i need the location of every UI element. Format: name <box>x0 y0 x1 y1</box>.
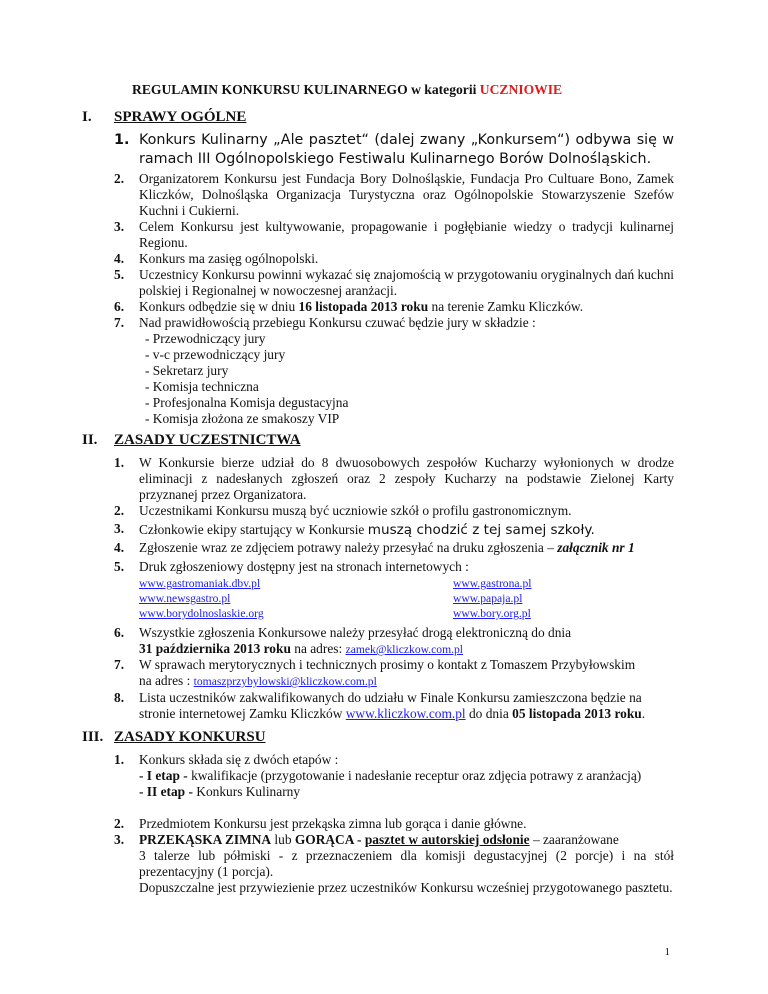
list-item: 1. Konkurs składa się z dwóch etapów : - I etap - kwalifikacje (przygotowanie i nadesłanie receptur oraz zdjęcia potrawy z aranżacją) - II etap - Konkurs Kulinarny <box>114 752 642 799</box>
email-contact-link[interactable]: tomaszprzybylowski@kliczkow.com.pl <box>193 675 377 688</box>
jury-member: - Profesjonalna Komisja degustacyjna <box>145 395 349 410</box>
jury-member: - Przewodniczący jury <box>145 331 266 346</box>
list-item: 2. Przedmiotem Konkursu jest przekąska zimna lub gorąca i danie główne. <box>114 816 527 831</box>
link-papaja[interactable]: www.papaja.pl <box>453 592 523 605</box>
links-left <box>139 576 264 621</box>
jury-member: - Komisja techniczna <box>145 379 259 394</box>
jury-member: - Sekretarz jury <box>145 363 229 378</box>
list-item: 2. Uczestnikami Konkursu muszą być uczniowie szkół o profilu gastronomicznym. <box>114 503 572 518</box>
list-item: 7. W sprawach merytorycznych i technicznych prosimy o kontakt z Tomaszem Przybyłowskim na adres : tomaszprzybylowski@kliczkow.com.pl <box>114 657 636 688</box>
link-borydolnoslaskie[interactable]: www.borydolnoslaskie.org <box>139 607 264 620</box>
list-item: 3. Członkowie ekipy startujący w Konkursie muszą chodzić z tej samej szkoły. <box>114 521 595 538</box>
list-item: 3. PRZEKĄSKA ZIMNA lub GORĄCA - pasztet w autorskiej odsłonie – zaaranżowane 3 talerze lub półmiski - z przeznaczeniem dla komisji degustacyjnej (2 porcje) i na stół prezentacyjny (1 porcja). Dopuszczalne jest przywiezienie przez uczestników Konkursu wcześniej przygotowanego pasztetu. <box>114 832 674 895</box>
list-item: 7. Nad prawidłowością przebiegu Konkursu czuwać będzie jury w składzie : <box>114 315 536 330</box>
kliczkow-website-link[interactable]: www.kliczkow.com.pl <box>345 706 466 721</box>
jury-member: - v-c przewodniczący jury <box>145 347 286 362</box>
list-item: 6. Wszystkie zgłoszenia Konkursowe należy przesyłać drogą elektroniczną do dnia 31 października 2013 roku na adres: zamek@kliczkow.com.pl <box>114 625 572 656</box>
link-bory[interactable]: www.bory.org.pl <box>453 607 531 620</box>
list-item: 6. Konkurs odbędzie się w dniu 16 listopada 2013 roku na terenie Zamku Kliczków. <box>114 299 584 314</box>
list-item: 1. Konkurs Kulinarny „Ale pasztet“ (dalej zwany „Konkursem“) odbywa się w ramach III Ogólnopolskiego Festiwalu Kulinarnego Borów Dolnośląskich. <box>114 132 674 167</box>
links-right <box>453 576 531 621</box>
link-gastromaniak[interactable]: www.gastromaniak.dbv.pl <box>139 577 261 590</box>
link-gastrona[interactable]: www.gastrona.pl <box>453 577 532 590</box>
page-title: REGULAMIN KONKURSU KULINARNEGO w kategorii UCZNIOWIE <box>132 82 563 97</box>
list-item: 4. Zgłoszenie wraz ze zdjęciem potrawy należy przesyłać na druku zgłoszenia – załącznik nr 1 <box>114 540 635 555</box>
list-item: 4. Konkurs ma zasięg ogólnopolski. <box>114 251 319 266</box>
email-zamek-link[interactable]: zamek@kliczkow.com.pl <box>345 643 464 656</box>
list-item: 3. Celem Konkursu jest kultywowanie, propagowanie i pogłębianie wiedzy o tradycji kulinarnej Regionu. <box>114 219 674 250</box>
list-item: 1. W Konkursie bierze udział do 8 dwuosobowych zespołów Kucharzy wyłonionych w drodze eliminacji z nadesłanych zgłoszeń oraz 2 zespoły Kucharzy na podstawie Zielonej Karty przyznanej przez Organizatora. <box>114 455 674 502</box>
section-heading-rules: III. ZASADY KONKURSU <box>82 729 266 745</box>
list-item: 8. Lista uczestników zakwalifikowanych do udziału w Finale Konkursu zamieszczona będzie na stronie internetowej Zamku Kliczków www.kliczkow.com.pl do dnia 05 listopada 2013 roku. <box>114 690 646 721</box>
list-item: 2. Organizatorem Konkursu jest Fundacja Bory Dolnośląskie, Fundacja Pro Cultuare Bono, Zamek Kliczków, Dolnośląska Organizacja Turystyczna oraz Ogólnopolskie Stowarzyszenie Szefów Kuchni i Cukierni. <box>114 171 674 218</box>
page-number: 1 <box>664 946 670 958</box>
list-item: 5. Druk zgłoszeniowy dostępny jest na stronach internetowych : <box>114 559 469 574</box>
link-newsgastro[interactable]: www.newsgastro.pl <box>139 592 231 605</box>
section-heading-general: I. SPRAWY OGÓLNE <box>82 109 247 125</box>
list-item: 5. Uczestnicy Konkursu powinni wykazać się znajomością w przygotowaniu oryginalnych dań kuchni polskiej i Regionalnej w nowoczesnej aranżacji. <box>114 267 674 298</box>
jury-member: - Komisja złożona ze smakoszy VIP <box>145 411 340 426</box>
section-heading-participation: II. ZASADY UCZESTNICTWA <box>82 432 301 448</box>
